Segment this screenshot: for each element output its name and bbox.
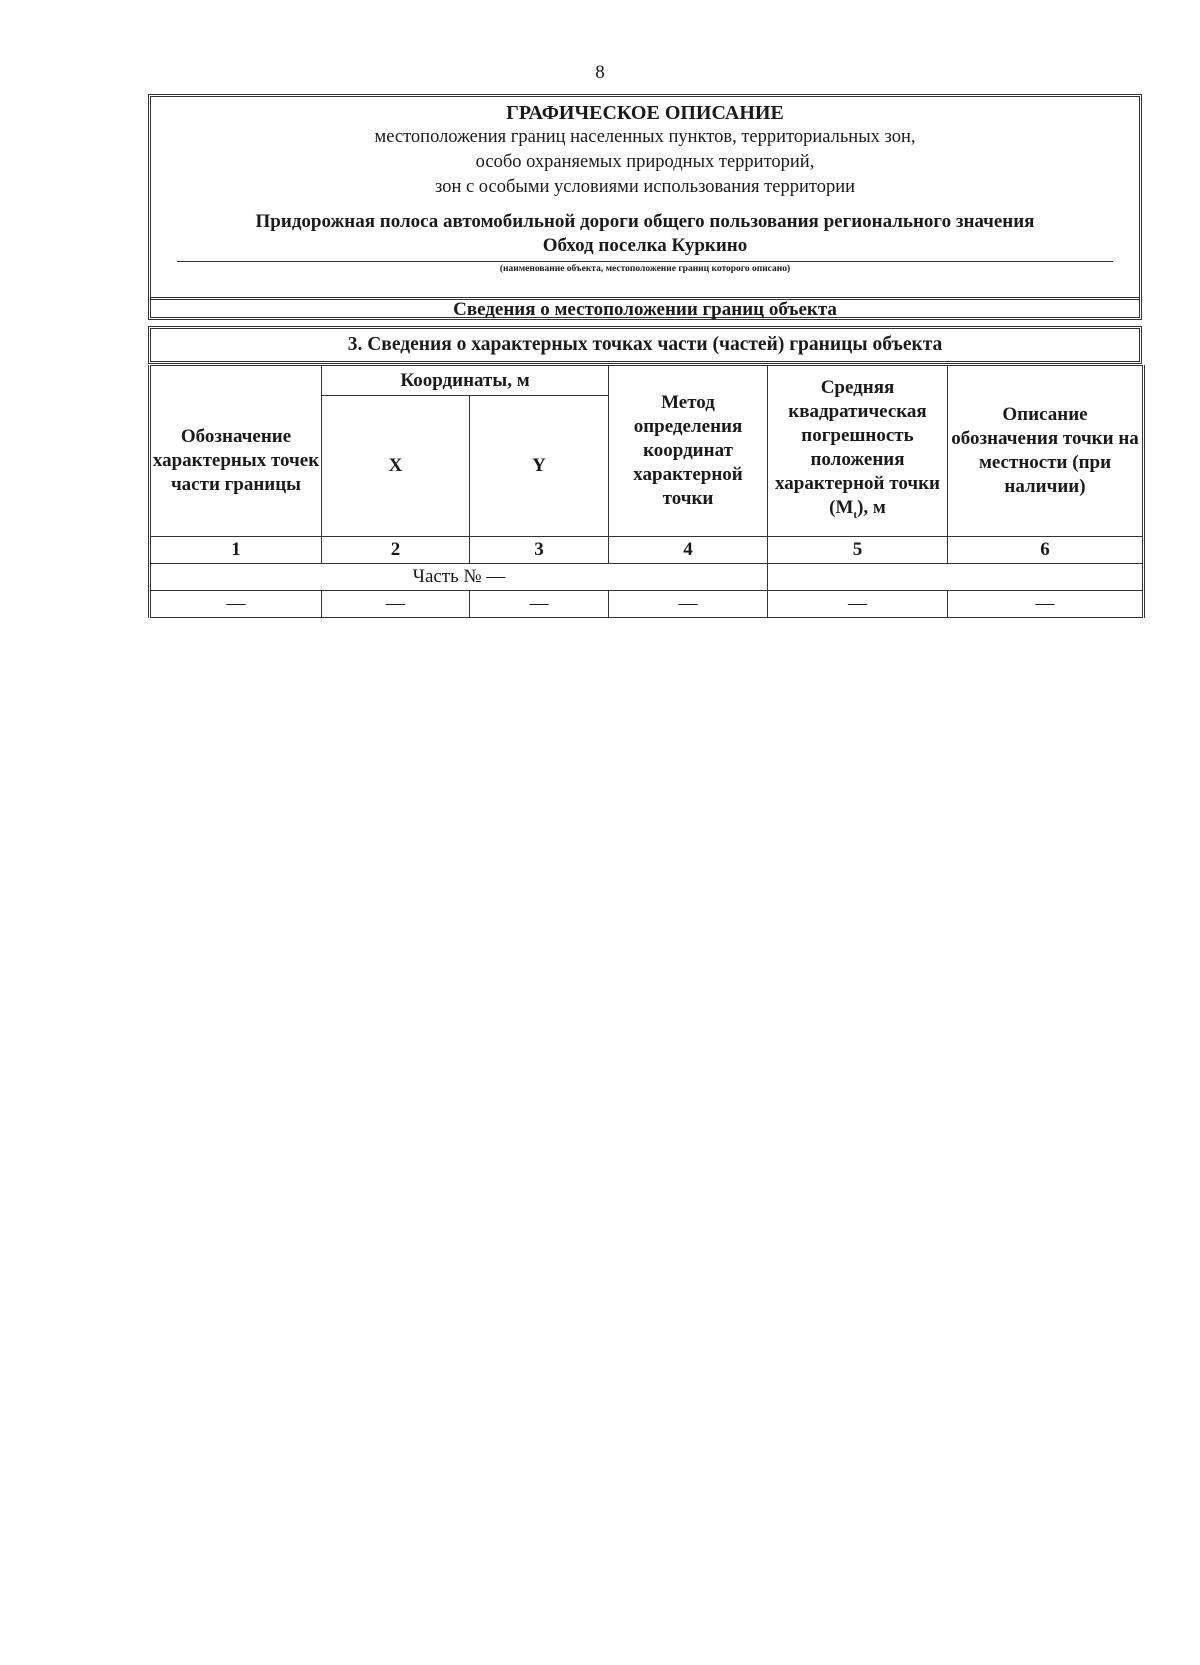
points-section-title: 3. Сведения о характерных точках части (частей) границы объекта	[148, 326, 1142, 364]
col-header-x: X	[322, 396, 470, 537]
header-row	[150, 366, 1144, 396]
column-number: 3	[470, 537, 609, 564]
subtitle-line-1: местоположения границ населенных пунктов, территориальных зон,	[374, 127, 916, 147]
col-header-coordinates: Координаты, м	[322, 366, 609, 396]
table-cell: —	[948, 591, 1144, 618]
object-caption: (наименование объекта, местоположение границ которого описано)	[499, 264, 791, 274]
part-empty-cell	[768, 564, 1144, 591]
col-header-error-text: Средняя квадратическая погрешность положения характерной точки (M	[775, 376, 940, 518]
col-header-error	[768, 366, 948, 537]
object-name-line-1: Придорожная полоса автомобильной дороги общего пользования регионального значения	[255, 211, 1035, 232]
col-header-designation: Обозначение характерных точек части границы	[150, 366, 322, 537]
column-number-row	[150, 537, 1144, 564]
object-name-underline	[177, 261, 1113, 262]
table-cell: —	[768, 591, 948, 618]
subtitle-line-3: зон с особыми условиями использования территории	[435, 177, 855, 197]
col-header-method: Метод определения координат характерной точки	[609, 366, 768, 537]
col-header-description: Описание обозначения точки на местности (при наличии)	[948, 366, 1144, 537]
column-number: 6	[948, 537, 1144, 564]
part-row	[150, 564, 1144, 591]
column-number: 5	[768, 537, 948, 564]
document-title: ГРАФИЧЕСКОЕ ОПИСАНИЕ	[506, 102, 784, 124]
column-number: 1	[150, 537, 322, 564]
table-cell: —	[609, 591, 768, 618]
page-number: 8	[595, 62, 605, 83]
table-cell: —	[470, 591, 609, 618]
object-name-line-2: Обход поселка Куркино	[542, 235, 748, 256]
table-row	[150, 591, 1144, 618]
section-title: Сведения о местоположении границ объекта	[453, 299, 837, 320]
table-cell: —	[150, 591, 322, 618]
col-header-error-tail: ), м	[857, 496, 886, 518]
points-table	[148, 365, 1145, 618]
col-header-y: Y	[470, 396, 609, 537]
column-number: 2	[322, 537, 470, 564]
header-box	[148, 94, 1142, 320]
col-header-error-sub: t	[853, 508, 858, 521]
table-cell: —	[322, 591, 470, 618]
subtitle-line-2: особо охраняемых природных территорий,	[475, 152, 815, 172]
column-number: 4	[609, 537, 768, 564]
part-label: Часть № —	[150, 564, 768, 591]
